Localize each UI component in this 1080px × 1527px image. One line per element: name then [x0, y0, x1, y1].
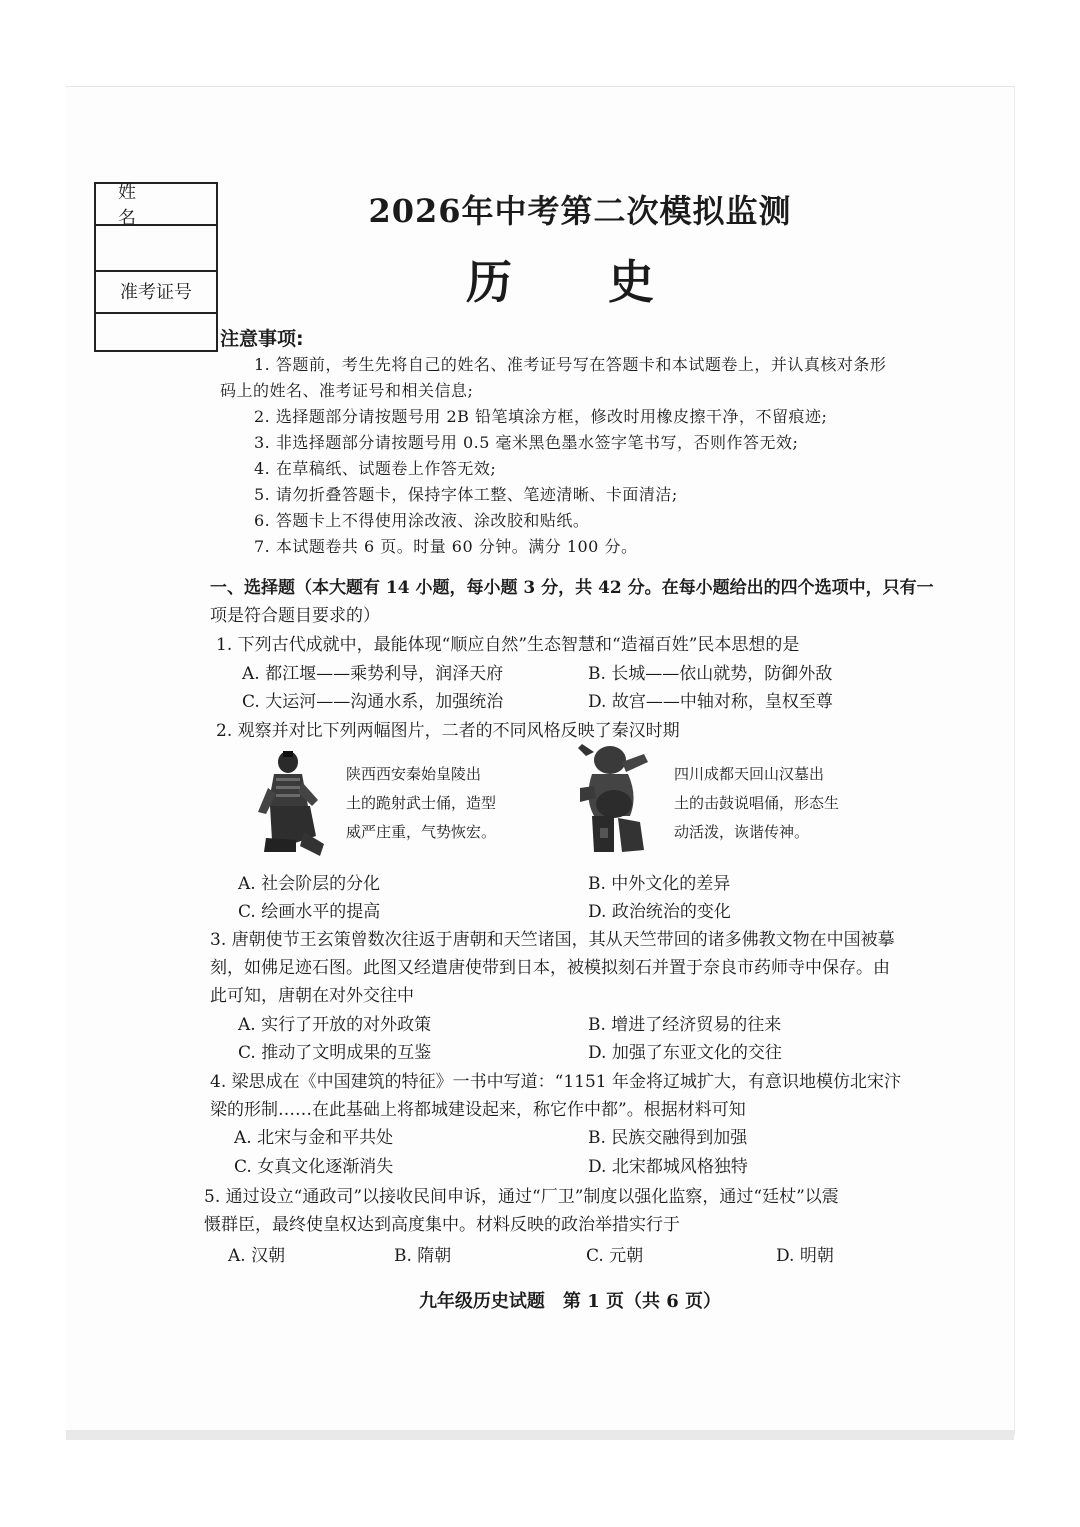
notice-line: 码上的姓名、准考证号和相关信息; — [220, 381, 474, 400]
question-5-stem: 5. 通过设立“通政司”以接收民间申诉，通过“厂卫”制度以强化监察，通过“廷杖”以震 — [204, 1187, 839, 1207]
q1-option-c[interactable]: C. 大运河——沟通水系，加强统治 — [242, 692, 504, 712]
section-instruction: 项是符合题目要求的） — [210, 606, 380, 626]
notice-line: 6. 答题卡上不得使用涂改液、涂改胶和贴纸。 — [254, 511, 590, 530]
q5-option-b[interactable]: B. 隋朝 — [394, 1246, 452, 1266]
question-5-stem: 慑群臣，最终使皇权达到高度集中。材料反映的政治举措实行于 — [204, 1215, 680, 1235]
q5-option-a[interactable]: A. 汉朝 — [228, 1246, 286, 1266]
question-2-stem: 2. 观察并对比下列两幅图片，二者的不同风格反映了秦汉时期 — [216, 721, 680, 741]
notice-heading: 注意事项: — [220, 328, 304, 350]
question-1-stem: 1. 下列古代成就中，最能体现“顺应自然”生态智慧和“造福百姓”民本思想的是 — [216, 635, 800, 655]
question-3-stem: 刻，如佛足迹石图。此图又经遣唐使带到日本，被模拟刻石并置于奈良市药师寺中保存。由 — [210, 958, 890, 978]
ticket-number-field[interactable] — [96, 312, 216, 350]
q3-option-d[interactable]: D. 加强了东亚文化的交往 — [588, 1043, 782, 1063]
q1-option-a[interactable]: A. 都江堰——乘势利导，润泽天府 — [242, 664, 504, 684]
name-field[interactable] — [96, 226, 216, 272]
page-footer: 九年级历史试题 第 1 页（共 6 页） — [418, 1291, 722, 1312]
q2-option-c[interactable]: C. 绘画水平的提高 — [238, 902, 381, 922]
notice-line: 1. 答题前，考生先将自己的姓名、准考证号写在答题卡和本试题卷上，并认真核对条形 — [254, 355, 887, 374]
q1-option-b[interactable]: B. 长城——依山就势，防御外敌 — [588, 664, 833, 684]
q1-option-d[interactable]: D. 故宫——中轴对称，皇权至尊 — [588, 692, 833, 712]
q2-option-d[interactable]: D. 政治统治的变化 — [588, 902, 731, 922]
exam-subject: 历 史 — [465, 255, 694, 309]
storyteller-figurine — [574, 742, 660, 858]
q3-option-a[interactable]: A. 实行了开放的对外政策 — [238, 1015, 432, 1035]
name-label: 姓 名 — [96, 184, 216, 226]
question-4-stem: 梁的形制……在此基础上将都城建设起来，称它作中都”。根据材料可知 — [210, 1100, 746, 1120]
question-3-stem: 3. 唐朝使节王玄策曾数次往返于唐朝和天竺诸国，其从天竺带回的诸多佛教文物在中国被摹 — [210, 930, 895, 950]
notice-line: 5. 请勿折叠答题卡，保持字体工整、笔迹清晰、卡面清洁; — [254, 485, 678, 504]
ticket-number-label: 准考证号 — [96, 270, 216, 314]
q2-option-a[interactable]: A. 社会阶层的分化 — [238, 874, 381, 894]
page-edge-shadow — [66, 1430, 1014, 1440]
kneeling-archer-figurine — [252, 748, 332, 860]
q3-option-b[interactable]: B. 增进了经济贸易的往来 — [588, 1015, 782, 1035]
section-instruction: 一、选择题（本大题有 14 小题，每小题 3 分，共 42 分。在每小题给出的四个选项中，只有一 — [210, 578, 934, 598]
exam-title: 2026年中考第二次模拟监测 — [368, 192, 792, 230]
q5-option-c[interactable]: C. 元朝 — [586, 1246, 644, 1266]
figure-2-caption: 四川成都天回山汉墓出 土的击鼓说唱俑，形态生 动活泼，诙谐传神。 — [674, 765, 840, 841]
notice-line: 7. 本试题卷共 6 页。时量 60 分钟。满分 100 分。 — [254, 537, 638, 556]
q2-option-b[interactable]: B. 中外文化的差异 — [588, 874, 731, 894]
q5-option-d[interactable]: D. 明朝 — [776, 1246, 834, 1266]
notice-line: 2. 选择题部分请按题号用 2B 铅笔填涂方框，修改时用橡皮擦干净，不留痕迹; — [254, 407, 828, 426]
candidate-info-box — [94, 182, 218, 352]
q4-option-d[interactable]: D. 北宋都城风格独特 — [588, 1157, 748, 1177]
q4-option-a[interactable]: A. 北宋与金和平共处 — [234, 1128, 394, 1148]
notice-line: 4. 在草稿纸、试题卷上作答无效; — [254, 459, 497, 478]
q3-option-c[interactable]: C. 推动了文明成果的互鉴 — [238, 1043, 432, 1063]
q4-option-b[interactable]: B. 民族交融得到加强 — [588, 1128, 748, 1148]
question-3-stem: 此可知，唐朝在对外交往中 — [210, 986, 414, 1006]
figure-1-caption: 陕西西安秦始皇陵出 土的跪射武士俑，造型 威严庄重，气势恢宏。 — [346, 765, 497, 841]
q4-option-c[interactable]: C. 女真文化逐渐消失 — [234, 1157, 394, 1177]
notice-line: 3. 非选择题部分请按题号用 0.5 毫米黑色墨水签字笔书写，否则作答无效; — [254, 433, 799, 452]
question-4-stem: 4. 梁思成在《中国建筑的特征》一书中写道：“1151 年金将辽城扩大，有意识地模仿北宋汴 — [210, 1072, 901, 1092]
